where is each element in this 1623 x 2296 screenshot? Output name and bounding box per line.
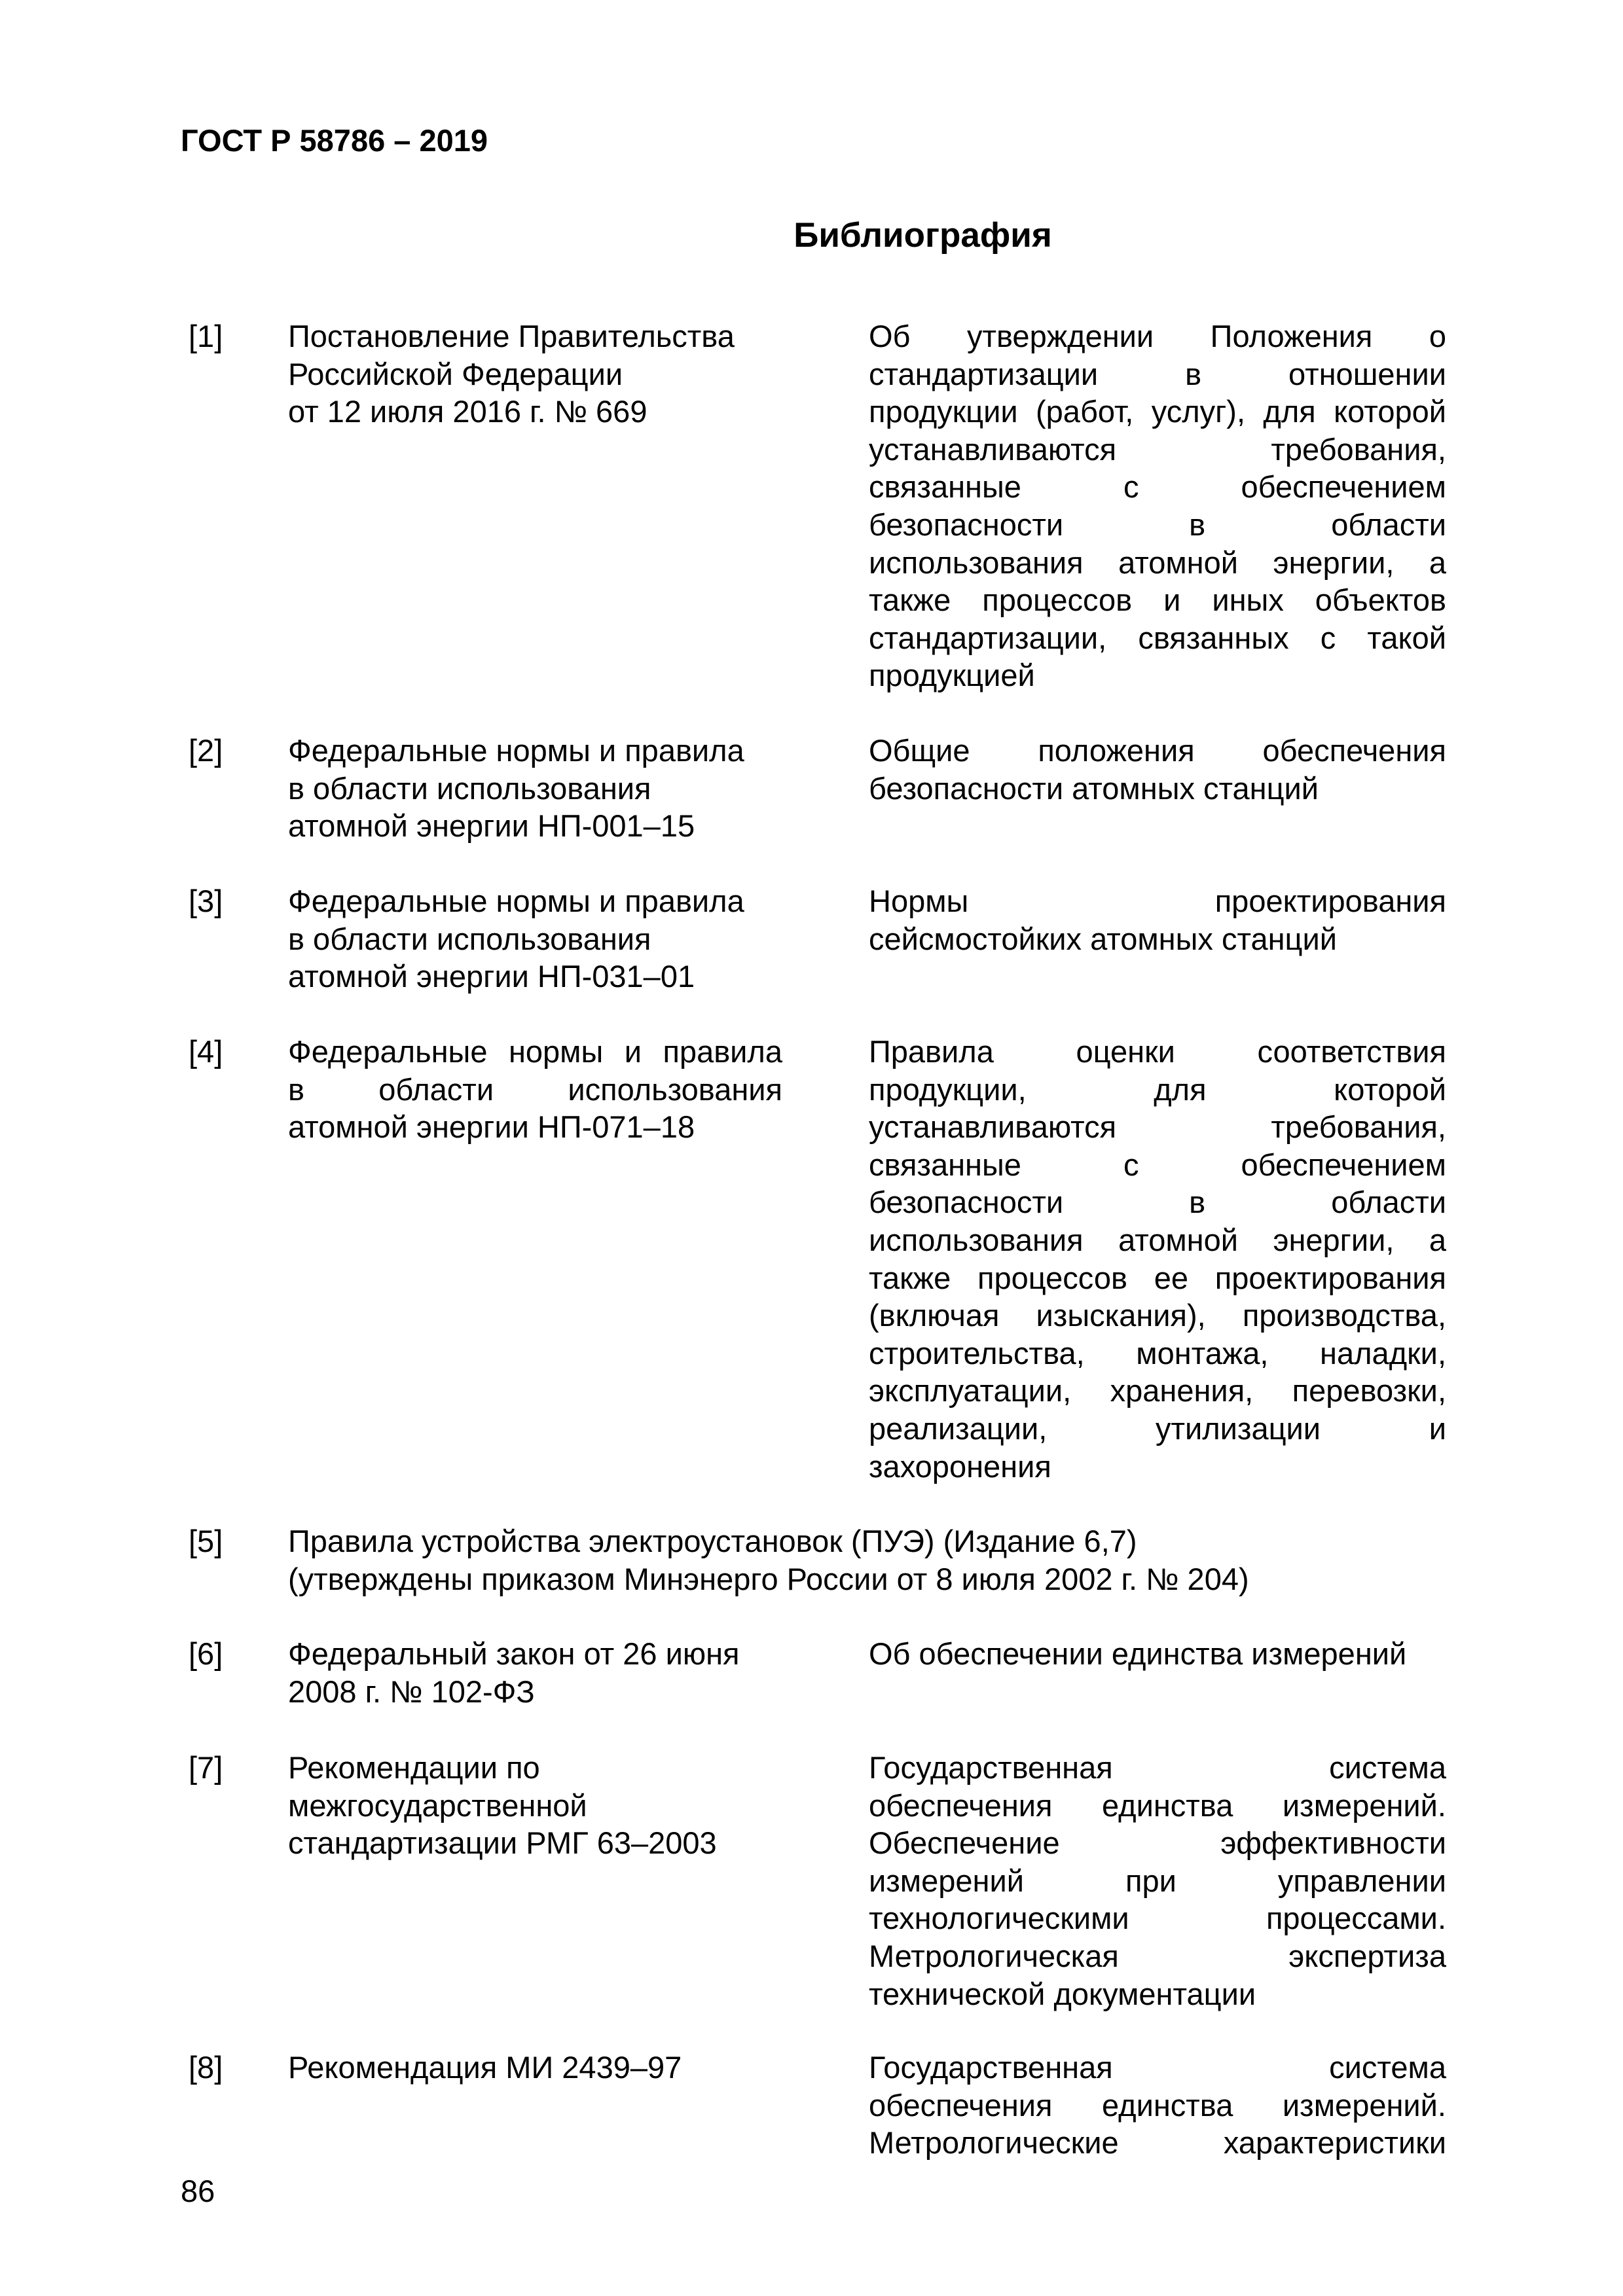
description-line: Нормы проектирования	[869, 884, 1446, 918]
reference-line: Постановление Правительства	[288, 319, 735, 353]
entry-reference	[288, 1033, 782, 1146]
description-line: продукции (работ, услуг), для которой	[869, 394, 1446, 429]
reference-line: от 12 июля 2016 г. № 669	[288, 394, 647, 429]
description-line: также процессов ее проектирования	[869, 1260, 1446, 1295]
reference-line: межгосударственной	[288, 1787, 587, 1823]
description-line: реализации, утилизации и	[869, 1410, 1446, 1446]
entry-number: [6]	[189, 1636, 223, 1671]
description-line: использования атомной энергии, а	[869, 545, 1446, 580]
entry-description	[869, 1749, 1446, 2013]
description-line: обеспечения единства измерений.	[869, 2087, 1446, 2123]
description-line: устанавливаются требования,	[869, 1109, 1446, 1145]
description-line: безопасности в области	[869, 507, 1446, 542]
entry-description	[869, 882, 1446, 958]
reference-line: Рекомендации по	[288, 1750, 540, 1785]
description-line: продукции, для которой	[869, 1071, 1446, 1107]
entry-description	[869, 2049, 1446, 2162]
reference-line: стандартизации РМГ 63–2003	[288, 1825, 717, 1861]
entry-number: [4]	[189, 1034, 223, 1069]
reference-line: Федеральные нормы и правила	[288, 733, 744, 768]
reference-line: атомной энергии НП-001–15	[288, 808, 695, 844]
page-number: 86	[181, 2174, 215, 2208]
description-line: устанавливаются требования,	[869, 431, 1446, 467]
description-line: измерений при управлении	[869, 1863, 1446, 1898]
reference-line: Рекомендация МИ 2439–97	[288, 2050, 682, 2085]
description-line: Об утверждении Положения о	[869, 319, 1446, 353]
description-line: Правила оценки соответствия	[869, 1034, 1446, 1069]
description-line: Общие положения обеспечения	[869, 733, 1446, 768]
entry-description	[869, 1635, 1446, 1673]
entry-reference	[288, 882, 786, 996]
reference-line: Российской Федерации	[288, 356, 623, 391]
reference-line: (утверждены приказом Минэнерго России от 8 июля 2002 г. № 204)	[288, 1561, 1249, 1596]
entry-reference	[288, 732, 786, 845]
reference-line: атомной энергии НП-071–18	[288, 1109, 695, 1145]
entry-number: [1]	[189, 319, 223, 353]
entry-reference	[288, 1522, 1453, 1598]
reference-line: атомной энергии НП-031–01	[288, 959, 695, 994]
description-line: продукцией	[869, 658, 1035, 693]
entry-number: [8]	[189, 2050, 223, 2085]
entry-description	[869, 732, 1446, 807]
entry-description	[869, 317, 1446, 694]
description-line: Государственная система	[869, 2050, 1446, 2085]
reference-line: Федеральные нормы и правила	[288, 884, 744, 918]
description-line: Об обеспечении единства измерений	[869, 1636, 1407, 1671]
description-line: эксплуатации, хранения, перевозки,	[869, 1373, 1446, 1408]
description-line: Государственная система	[869, 1750, 1446, 1785]
description-line: технической документации	[869, 1976, 1256, 2011]
entry-reference	[288, 2049, 786, 2087]
description-line: технологическими процессами.	[869, 1901, 1446, 1936]
entry-description	[869, 1033, 1446, 1485]
entry-number: [2]	[189, 733, 223, 768]
reference-line: в области использования	[288, 921, 651, 956]
entry-number: [5]	[189, 1524, 223, 1558]
description-line: Метрологические характеристики	[869, 2125, 1446, 2161]
description-line: использования атомной энергии, а	[869, 1222, 1446, 1257]
description-line: также процессов и иных объектов	[869, 583, 1446, 618]
reference-line: Федеральный закон от 26 июня	[288, 1636, 740, 1671]
document-code-header: ГОСТ Р 58786 – 2019	[181, 123, 488, 158]
description-line: безопасности в области	[869, 1185, 1446, 1220]
reference-line: в области использования	[288, 1071, 782, 1107]
description-line: захоронения	[869, 1448, 1051, 1484]
entry-reference	[288, 1749, 786, 1862]
entry-reference	[288, 317, 786, 431]
description-line: обеспечения единства измерений.	[869, 1787, 1446, 1823]
reference-line: в области использования	[288, 770, 651, 806]
description-line: стандартизации в отношении	[869, 356, 1446, 391]
description-line: сейсмостойких атомных станций	[869, 921, 1337, 956]
page-title: Библиография	[793, 216, 1052, 255]
entry-number: [7]	[189, 1750, 223, 1785]
reference-line: 2008 г. № 102-ФЗ	[288, 1674, 535, 1709]
description-line: строительства, монтажа, наладки,	[869, 1335, 1446, 1371]
description-line: связанные с обеспечением	[869, 1147, 1446, 1182]
description-line: Метрологическая экспертиза	[869, 1938, 1446, 1973]
description-line: Обеспечение эффективности	[869, 1825, 1446, 1861]
description-line: безопасности атомных станций	[869, 770, 1319, 806]
description-line: стандартизации, связанных с такой	[869, 620, 1446, 655]
description-line: связанные с обеспечением	[869, 469, 1446, 505]
reference-line: Правила устройства электроустановок (ПУЭ) (Издание 6,7)	[288, 1524, 1137, 1558]
description-line: (включая изыскания), производства,	[869, 1298, 1446, 1333]
reference-line: Федеральные нормы и правила	[288, 1034, 782, 1069]
entry-number: [3]	[189, 884, 223, 918]
entry-reference	[288, 1635, 786, 1710]
